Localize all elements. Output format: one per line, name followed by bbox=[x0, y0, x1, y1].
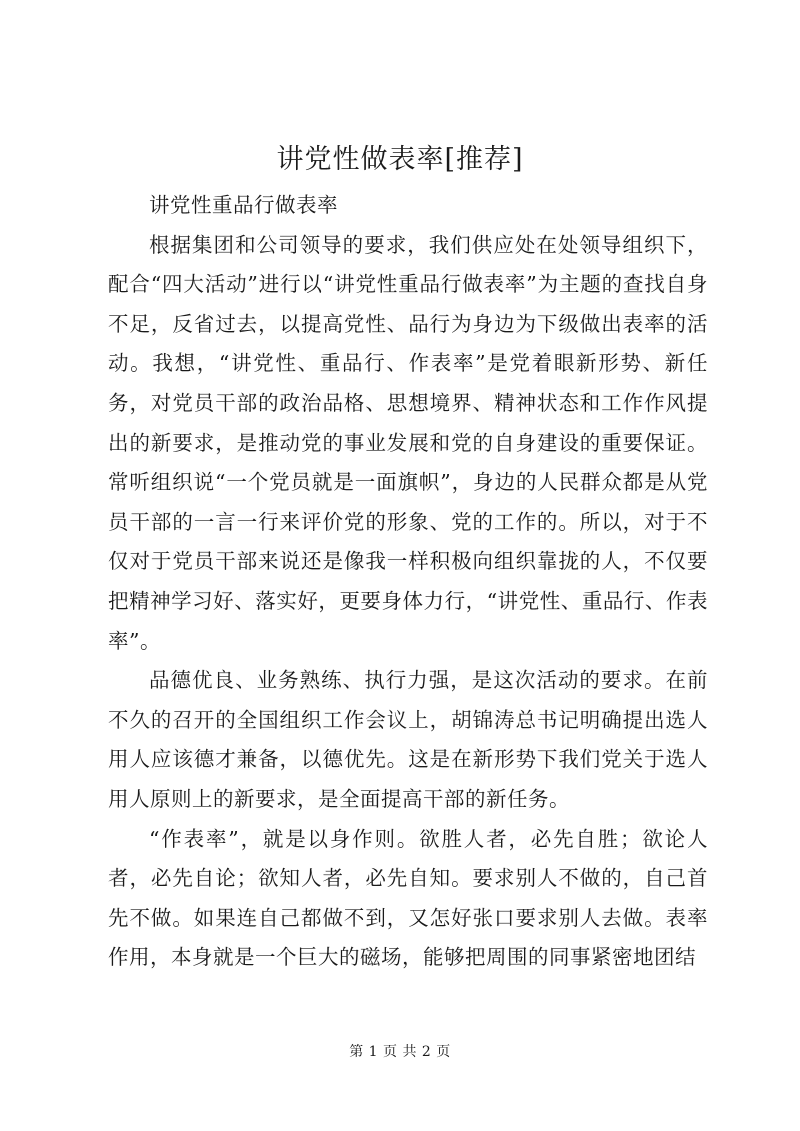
document-subtitle: 讲党性重品行做表率 bbox=[149, 193, 338, 217]
paragraph-3: “作表率”，就是以身作则。欲胜人者，必先自胜；欲论人者，必先自论；欲知人者，必先自知。要求别人不做的，自己首先不做。如果连自己都做不到，又怎好张口要求别人去做。表率作用，本身就是一个巨大的磁场，能够把周围的同事紧密地团结 bbox=[108, 826, 708, 970]
document-title: 讲党性做表率[推荐] bbox=[276, 144, 524, 175]
page-number-footer: 第 1 页 共 2 页 bbox=[349, 1044, 451, 1060]
paragraph-1: 根据集团和公司领导的要求，我们供应处在处领导组织下，配合“四大活动”进行以“讲党性重品行做表率”为主题的查找自身不足，反省过去，以提高党性、品行为身边为下级做出表率的活动。我想，“讲党性、重品行、作表率”是党着眼新形势、新任务，对党员干部的政治品格、思想境界、精神状态和工作作风提出的新要求，是推动党的事业发展和党的自身建设的重要保证。常听组织说“一个党员就是一面旗帜”，身边的人民群众都是从党员干部的一言一行来评价党的形象、党的工作的。所以，对于不仅对于党员干部来说还是像我一样积极向组织靠拢的人，不仅要把精神学习好、落实好，更要身体力行，“讲党性、重品行、作表率”。 bbox=[108, 232, 708, 653]
document-body bbox=[108, 186, 708, 978]
paragraph-2: 品德优良、业务熟练、执行力强，是这次活动的要求。在前不久的召开的全国组织工作会议上，胡锦涛总书记明确提出选人用人应该德才兼备，以德优先。这是在新形势下我们党关于选人用人原则上的新要求，是全面提高干部的新任务。 bbox=[108, 668, 708, 811]
